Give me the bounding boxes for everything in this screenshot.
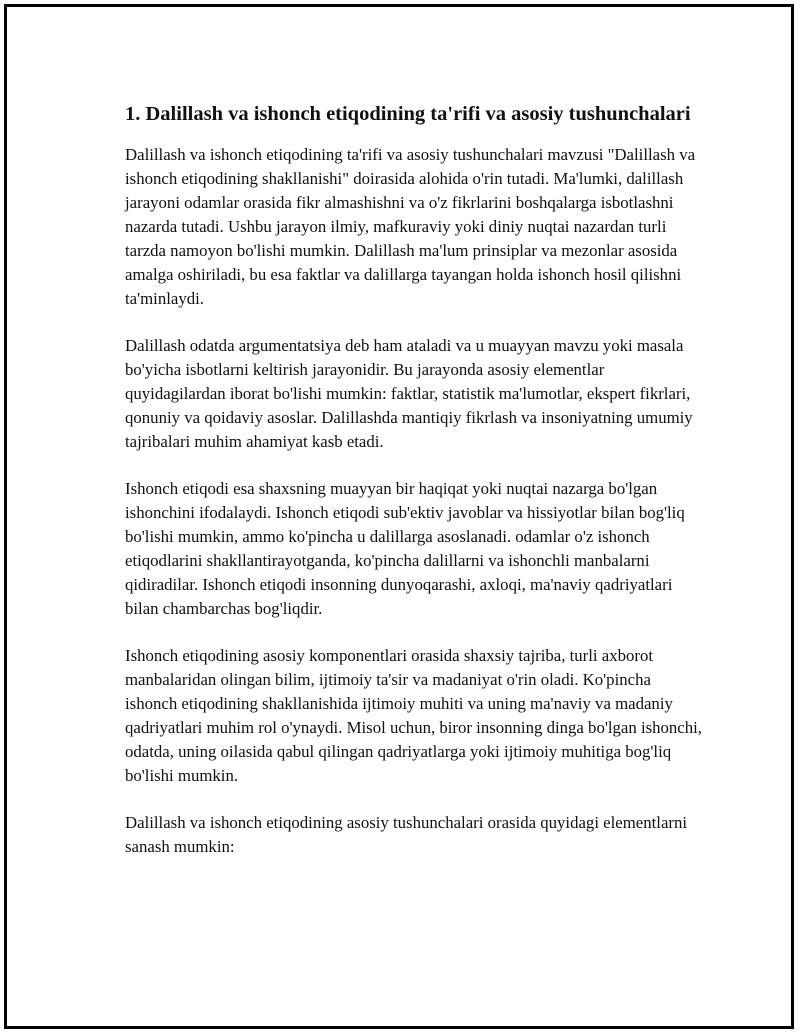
paragraph-4: Ishonch etiqodining asosiy komponentlari orasida shaxsiy tajriba, turli axborot manbalaridan olingan bilim, ijtimoiy ta'sir va madaniyat o'rin oladi. Ko'pincha ishonch etiqodining shakllanishida ijtimoiy muhiti va uning ma'naviy va madaniy qadriyatlari muhim rol o'ynaydi. Misol uchun, biror insonning dinga bo'lgan ishonchi, odatda, uning oilasida qabul qilingan qadriyatlarga yoki ijtimoiy muhitiga bog'liq bo'lishi mumkin. <box>125 646 703 785</box>
section-heading: 1. Dalillash va ishonch etiqodining ta'rifi va asosiy tushunchalari <box>125 103 691 125</box>
paragraph-3: Ishonch etiqodi esa shaxsning muayyan bir haqiqat yoki nuqtai nazarga bo'lgan ishonchini ifodalaydi. Ishonch etiqodi sub'ektiv javoblar va hissiyotlar bilan bog'liq bo'lishi mumkin, ammo ko'pincha u dalillarga asoslanadi. odamlar o'z ishonch etiqodlarini shakllantirayotganda, ko'pincha dalillarni va ishonchli manbalarni qidiradilar. Ishonch etiqodi insonning dunyoqarashi, axloqi, ma'naviy qadriyatlari bilan chambarchas bog'liqdir. <box>125 479 685 618</box>
paragraph-5: Dalillash va ishonch etiqodining asosiy tushunchalari orasida quyidagi elementlarni sanash mumkin: <box>125 813 688 856</box>
paragraph-2: Dalillash odatda argumentatsiya deb ham ataladi va u muayyan mavzu yoki masala bo'yicha isbotlarni keltirish jarayonidir. Bu jarayonda asosiy elementlar quyidagilardan iborat bo'lishi mumkin: faktlar, statistik ma'lumotlar, ekspert fikrlari, qonuniy va qoidaviy asoslar. Dalillashda mantiqiy fikrlash va insoniyatning umumiy tajribalari muhim ahamiyat kasb etadi. <box>125 336 693 451</box>
document-body <box>125 101 705 882</box>
paragraph-1: Dalillash va ishonch etiqodining ta'rifi va asosiy tushunchalari mavzusi "Dalillash va ishonch etiqodining shakllanishi" doirasida alohida o'rin tutadi. Ma'lumki, dalillash jarayoni odamlar orasida fikr almashishni va o'z fikrlarini boshqalarga isbotlashni nazarda tutadi. Ushbu jarayon ilmiy, mafkuraviy yoki diniy nuqtai nazardan turli tarzda namoyon bo'lishi mumkin. Dalillash ma'lum prinsiplar va mezonlar asosida amalga oshiriladi, bu esa faktlar va dalillarga tayangan holda ishonch hosil qilishni ta'minlaydi. <box>125 145 696 308</box>
page-frame <box>4 4 794 1029</box>
